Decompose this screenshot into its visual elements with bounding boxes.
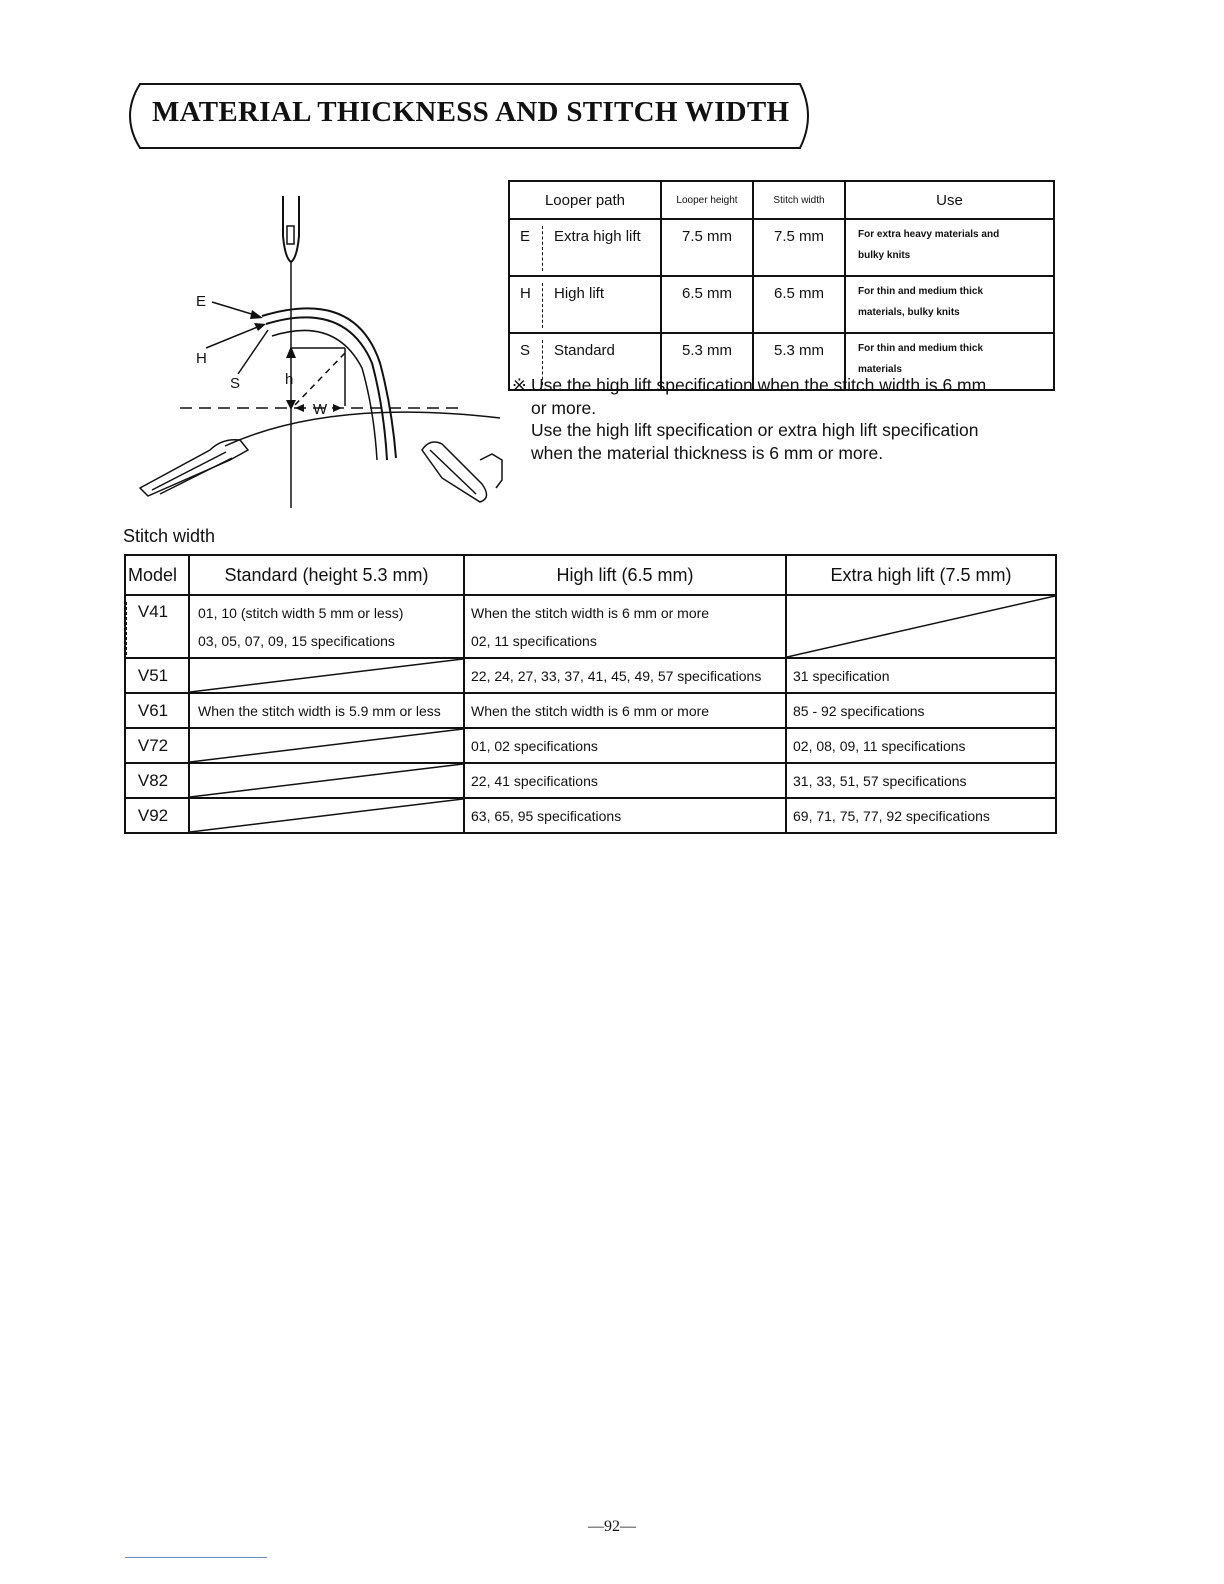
use-line: For extra heavy materials and xyxy=(858,229,1000,240)
looper-path-table xyxy=(508,180,1055,391)
note-mark: ※ xyxy=(512,375,527,395)
model-cell: V51 xyxy=(125,658,189,693)
table-row xyxy=(125,595,1056,658)
stitch-width: 7.5 mm xyxy=(753,219,845,276)
extra-high-lift-cell: 69, 71, 75, 77, 92 specifications xyxy=(786,798,1056,833)
model-cell: V72 xyxy=(125,728,189,763)
use-line: materials xyxy=(858,364,902,375)
cell-line: When the stitch width is 6 mm or more xyxy=(471,604,710,621)
note-line: Use the high lift specification when the stitch width is 6 mm xyxy=(531,375,987,395)
extra-high-lift-cell: 85 - 92 specifications xyxy=(786,693,1056,728)
header-model: Model xyxy=(125,555,189,595)
header-use: Use xyxy=(845,181,1054,219)
table-row xyxy=(125,693,1056,728)
cell-line: 03, 05, 07, 09, 15 specifications xyxy=(198,632,395,649)
label-s: S xyxy=(230,375,241,392)
stitch-width: 6.5 mm xyxy=(753,276,845,333)
model-cell: V82 xyxy=(125,763,189,798)
looper-path-cell xyxy=(509,276,661,333)
width-label: W xyxy=(313,401,328,418)
use-cell xyxy=(845,276,1054,333)
looper-path-diagram xyxy=(130,188,515,518)
label-e: E xyxy=(196,293,207,310)
looper-height: 5.3 mm xyxy=(661,333,753,390)
path-letter: E xyxy=(520,228,531,245)
height-label: h xyxy=(285,371,294,388)
header-standard: Standard (height 5.3 mm) xyxy=(189,555,464,595)
high-lift-cell xyxy=(464,595,786,658)
looper-height: 7.5 mm xyxy=(661,219,753,276)
stitch-width: 5.3 mm xyxy=(753,333,845,390)
standard-cell xyxy=(189,595,464,658)
page-number: —92— xyxy=(588,1518,636,1535)
table-row xyxy=(509,219,1054,276)
use-line: bulky knits xyxy=(858,250,911,261)
high-lift-cell: 22, 24, 27, 33, 37, 41, 45, 49, 57 specifications xyxy=(464,658,786,693)
cell-line: 02, 11 specifications xyxy=(471,632,597,649)
path-name: Extra high lift xyxy=(554,228,641,245)
footer-rule xyxy=(125,1557,267,1558)
path-letter: H xyxy=(520,285,531,302)
table-row xyxy=(125,798,1056,833)
note-line: or more. xyxy=(531,397,597,418)
high-lift-cell: 01, 02 specifications xyxy=(464,728,786,763)
high-lift-cell: 63, 65, 95 specifications xyxy=(464,798,786,833)
path-letter: S xyxy=(520,342,531,359)
header-high-lift: High lift (6.5 mm) xyxy=(464,555,786,595)
table-row xyxy=(125,763,1056,798)
extra-high-lift-cell: 31 specification xyxy=(786,658,1056,693)
use-line: materials, bulky knits xyxy=(858,307,960,318)
header-extra-high-lift: Extra high lift (7.5 mm) xyxy=(786,555,1056,595)
header-looper-height: Looper height xyxy=(661,181,753,219)
use-line: For thin and medium thick xyxy=(858,343,984,354)
path-name: High lift xyxy=(554,285,605,302)
not-applicable-cell xyxy=(189,658,464,693)
notes xyxy=(512,374,1052,464)
extra-high-lift-cell: 02, 08, 09, 11 specifications xyxy=(786,728,1056,763)
high-lift-cell: 22, 41 specifications xyxy=(464,763,786,798)
not-applicable-cell xyxy=(189,763,464,798)
table-row xyxy=(509,276,1054,333)
header-stitch-width: Stitch width xyxy=(753,181,845,219)
cell-line: 01, 10 (stitch width 5 mm or less) xyxy=(198,604,404,621)
model-cell: V41 xyxy=(125,595,189,658)
presser-foot-icon xyxy=(140,440,248,496)
not-applicable-cell xyxy=(189,798,464,833)
header-looper-path: Looper path xyxy=(509,181,661,219)
looper-height: 6.5 mm xyxy=(661,276,753,333)
page-title: MATERIAL THICKNESS AND STITCH WIDTH xyxy=(152,96,790,128)
path-name: Standard xyxy=(554,342,615,359)
model-cell: V92 xyxy=(125,798,189,833)
note-line: when the material thickness is 6 mm or more. xyxy=(531,442,884,463)
use-line: For thin and medium thick xyxy=(858,286,984,297)
not-applicable-cell xyxy=(189,728,464,763)
extra-high-lift-cell: 31, 33, 51, 57 specifications xyxy=(786,763,1056,798)
standard-cell: When the stitch width is 5.9 mm or less xyxy=(189,693,464,728)
needle-icon xyxy=(283,196,299,262)
not-applicable-cell xyxy=(786,595,1056,658)
stitch-width-table xyxy=(124,554,1057,834)
high-lift-cell: When the stitch width is 6 mm or more xyxy=(464,693,786,728)
table-row xyxy=(125,728,1056,763)
looper-icon xyxy=(422,442,502,502)
use-cell xyxy=(845,219,1054,276)
model-cell: V61 xyxy=(125,693,189,728)
label-h: H xyxy=(196,350,207,367)
table-row xyxy=(125,658,1056,693)
section-label: Stitch width xyxy=(123,526,216,546)
looper-path-cell xyxy=(509,219,661,276)
note-line: Use the high lift specification or extra high lift specification xyxy=(531,420,979,440)
